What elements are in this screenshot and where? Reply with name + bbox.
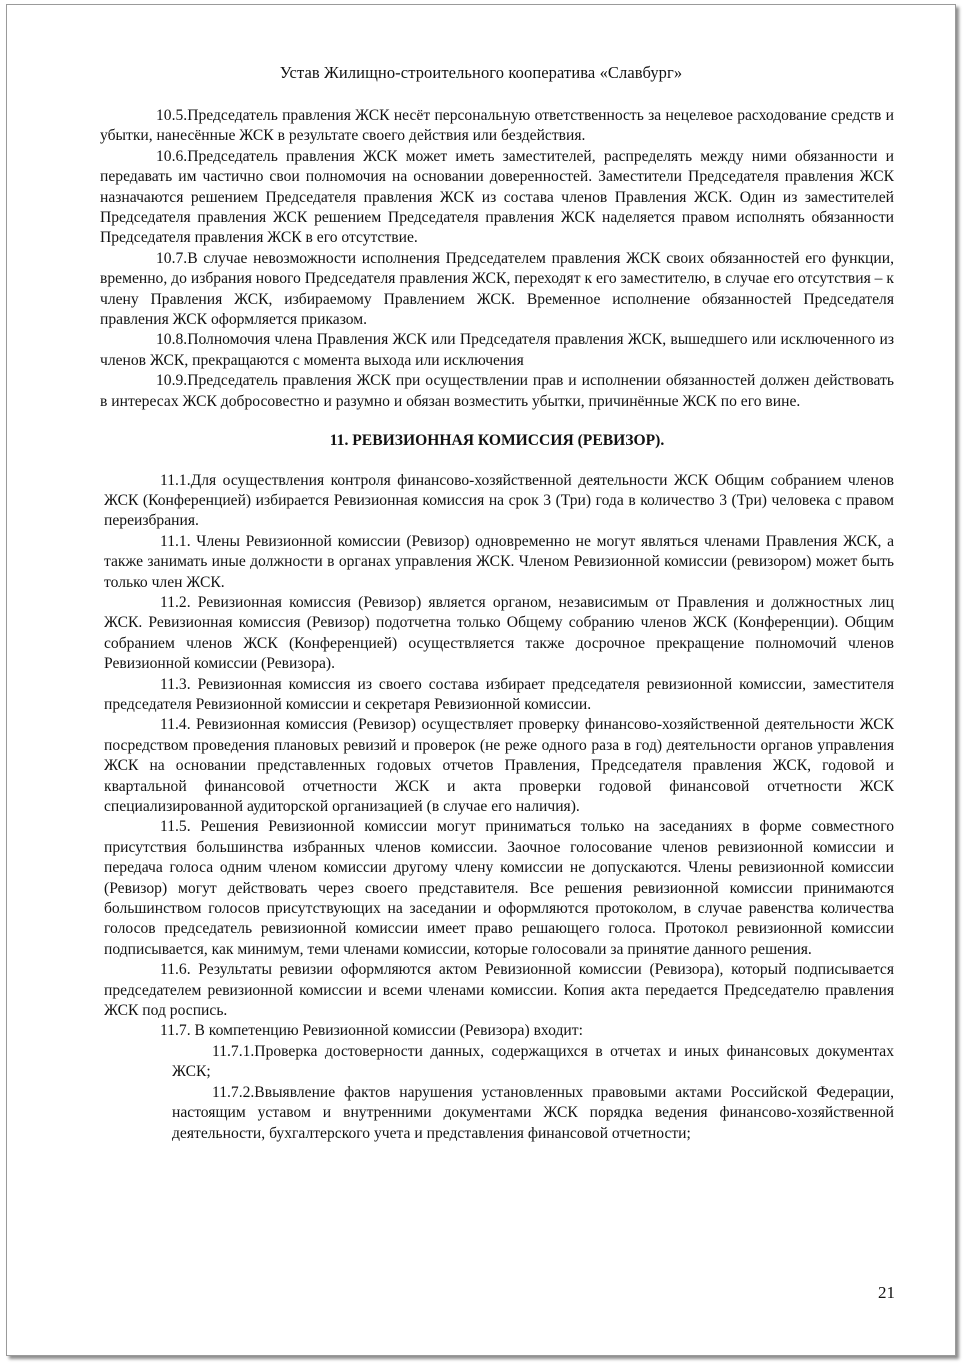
- paragraph-11-1: 11.1.Для осуществления контроля финансово-хозяйственной деятельности ЖСК Общим собранием членов ЖСК (Конференцией) избирается Ревизионная комиссия на срок 3 (Три) года в количество 3 (Три) человека с правом переизбрания.: [104, 471, 894, 530]
- running-header: Устав Жилищно-строительного кооператива «Славбург»: [279, 63, 683, 82]
- paragraph-10-6: 10.6.Председатель правления ЖСК может иметь заместителей, распределять между ними обязанности и передавать им частично свои полномочия на основании доверенностей. Заместители Председателя правления ЖСК назначаются решением Председателя правления ЖСК из состава членов Правления ЖСК. Один из заместителей Председателя правления ЖСК решением Председателя правления ЖСК наделяется правом исполнять обязанности Председателя правления ЖСК в его отсутствие.: [100, 147, 894, 247]
- document-page: [6, 4, 956, 1356]
- subitem-11-7-1: 11.7.1.Проверка достоверности данных, содержащихся в отчетах и иных финансовых документах ЖСК;: [172, 1042, 894, 1081]
- paragraph-11-2: 11.2. Ревизионная комиссия (Ревизор) является органом, независимым от Правления и должностных лиц ЖСК. Ревизионная комиссия (Ревизор) подотчетна только Общему собранию членов ЖСК (Конференции). Общим собранием членов ЖСК (Конференцией) осуществляется также досрочное прекращение полномочий членов Ревизионной комиссии (Ревизора).: [104, 593, 894, 673]
- paragraph-10-7: 10.7.В случае невозможности исполнения Председателем правления ЖСК своих обязанностей его функции, временно, до избрания нового Председателя правления ЖСК, переходят к его заместителю, в случае его отсутствия – к члену Правления ЖСК, избираемому Правлением ЖСК. Временное исполнение обязанностей Председателя правления ЖСК оформляется приказом.: [100, 249, 894, 329]
- paragraph-11-3: 11.3. Ревизионная комиссия из своего состава избирает председателя ревизионной комиссии, заместителя председателя Ревизионной комиссии и секретаря Ревизионной комиссии.: [104, 675, 894, 713]
- document-body: [100, 106, 894, 1144]
- paragraph-11-6: 11.6. Результаты ревизии оформляются актом Ревизионной комиссии (Ревизора), который подписывается председателем ревизионной комиссии и всеми членами комиссии. Копия акта передается Председателю правления ЖСК под роспись.: [104, 961, 894, 1020]
- paragraph-11-7: 11.7. В компетенцию Ревизионной комиссии (Ревизора) входит:: [160, 1022, 583, 1040]
- paragraph-10-5: 10.5.Председатель правления ЖСК несёт персональную ответственность за нецелевое расходование средств и убытки, нанесённые ЖСК в результате своего действия или бездействия.: [100, 107, 894, 145]
- section-11-content: [100, 471, 894, 1144]
- paragraph-11-1b: 11.1. Члены Ревизионной комиссии (Ревизор) одновременно не могут являться членами Правления ЖСК, а также занимать иные должности в органах управления ЖСК. Членом Ревизионной комиссии (ревизором) может быть только член ЖСК.: [104, 532, 894, 591]
- page-number: 21: [878, 1283, 895, 1302]
- paragraph-10-8: 10.8.Полномочия члена Правления ЖСК или Председателя правления ЖСК, вышедшего или исключенного из членов ЖСК, прекращаются с момента выхода или исключения: [100, 331, 894, 369]
- paragraph-11-5: 11.5. Решения Ревизионной комиссии могут приниматься только на заседаниях в форме совместного присутствия большинства избранных членов комиссии. Заочное голосование членов ревизионной комиссии и передача голоса одним членом комиссии другому члену комиссии не допускаются. Члены ревизионной комиссии (Ревизор) могут действовать через своего представителя. Все решения ревизионной комиссии принимаются большинством голосов присутствующих на заседании и оформляются протоколом, в случае равенства количества голосов председатель ревизионной комиссии имеет право решающего голоса. Протокол ревизионной комиссии подписывается, как минимум, теми членами комиссии, которые голосовали за принятие данного решения.: [104, 818, 894, 958]
- paragraph-11-4: 11.4. Ревизионная комиссия (Ревизор) осуществляет проверку финансово-хозяйственной деятельности ЖСК посредством проведения плановых ревизий и проверок (не реже одного раза в год) деятельности органов управления ЖСК на основании представленных годовых отчетов Правления, Председателя правления ЖСК, годовой и квартальной финансовой отчетности ЖСК и акта проверки годовой финансовой отчетности ЖСК специализированной аудиторской организацией (в случае его наличия).: [104, 716, 894, 815]
- subitem-11-7-2: 11.7.2.Ввыявление фактов нарушения установленных правовыми актами Российской Федерации, настоящим уставом и внутренними документами ЖСК порядка ведения финансово-хозяйственной деятельности, бухгалтерского учета и представления финансовой отчетности;: [172, 1083, 894, 1142]
- section-heading-11: 11. РЕВИЗИОННАЯ КОМИССИЯ (РЕВИЗОР).: [329, 432, 665, 450]
- paragraph-10-9: 10.9.Председатель правления ЖСК при осуществлении прав и исполнении обязанностей должен действовать в интересах ЖСК добросовестно и разумно и обязан возместить убытки, причинённые ЖСК по его вине.: [100, 372, 894, 410]
